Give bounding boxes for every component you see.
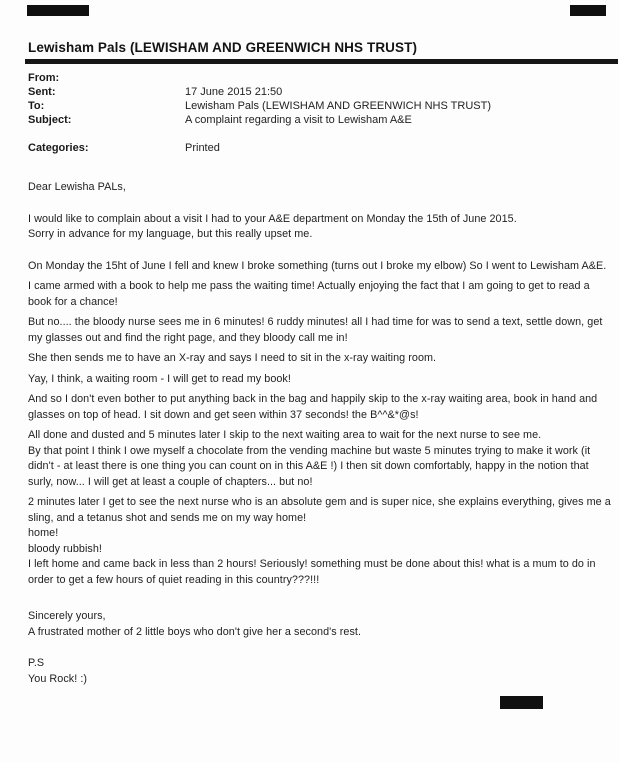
body-line-signoff: Sincerely yours,	[28, 610, 106, 622]
header-row-to	[28, 99, 612, 113]
redaction-box-top-left	[27, 5, 89, 16]
subject-value: A complaint regarding a visit to Lewisham A&E	[185, 114, 412, 126]
body-line-ps: P.S	[28, 657, 45, 669]
body-line: I would like to complain about a visit I had to your A&E department on Monday the 15th of June 2015.	[28, 212, 517, 225]
body-line: order to get a few hours of quiet reading in this country???!!!	[28, 573, 320, 586]
email-account-title: Lewisham Pals (LEWISHAM AND GREENWICH NHS TRUST)	[25, 40, 618, 64]
sent-value: 17 June 2015 21:50	[185, 86, 283, 98]
header-row-sent	[28, 85, 612, 99]
body-line-signature: A frustrated mother of 2 little boys who don't give her a second's rest.	[28, 625, 361, 638]
body-line: surly, now... I will get at least a couple of chapters... but no!	[28, 475, 313, 488]
categories-value: Printed	[185, 142, 220, 154]
body-line: I left home and came back in less than 2 hours! Seriously! something must be done about this! what is a mum to do in	[28, 558, 596, 570]
body-line: I came armed with a book to help me pass the waiting time! Actually enjoying the fact that I am going to get to read a	[28, 280, 590, 292]
body-line: On Monday the 15ht of June I fell and knew I broke something (turns out I broke my elbow) So I went to Lewisham A&E.	[28, 259, 607, 272]
body-line-ps-text: You Rock! :)	[28, 672, 88, 685]
categories-label: Categories:	[28, 142, 89, 154]
body-line: sling, and a tetanus shot and sends me on my way home!	[28, 511, 307, 524]
body-line: bloody rubbish!	[28, 542, 102, 555]
header-row-categories	[28, 141, 612, 155]
body-line: 2 minutes later I get to see the next nurse who is an absolute gem and is super nice, she explains everything, gives me a	[28, 496, 611, 508]
body-line: glasses on top of head. I sit down and get seen within 37 seconds! the B^^&*@s!	[28, 408, 419, 421]
body-line: Yay, I think, a waiting room - I will get to read my book!	[28, 372, 291, 385]
email-body	[28, 180, 612, 687]
header-row-subject	[28, 113, 612, 127]
body-line-salutation: Dear Lewisha PALs,	[28, 181, 126, 193]
to-label: To:	[28, 100, 45, 112]
body-line: home!	[28, 527, 59, 539]
body-line: By that point I think I owe myself a chocolate from the vending machine but waste 5 minutes trying to make it work (it	[28, 444, 591, 457]
redaction-box-top-right	[570, 5, 606, 16]
to-value: Lewisham Pals (LEWISHAM AND GREENWICH NHS TRUST)	[185, 100, 492, 112]
body-line: She then sends me to have an X-ray and says I need to sit in the x-ray waiting room.	[28, 352, 437, 364]
sent-label: Sent:	[28, 86, 56, 98]
body-line: Sorry in advance for my language, but this really upset me.	[28, 228, 313, 240]
from-label: From:	[28, 72, 60, 84]
email-header-block	[28, 71, 612, 155]
subject-label: Subject:	[28, 114, 72, 126]
body-line: my glasses out and find the right page, and they bloody call me in!	[28, 331, 348, 344]
body-line: didn't - at least there is one thing you can count on in this A&E !) I then sit down comfortably, happy in the notion that	[28, 460, 589, 472]
body-line: But no.... the bloody nurse sees me in 6 minutes! 6 ruddy minutes! all I had time for was to send a text, settle down, get	[28, 316, 603, 328]
body-line: book for a chance!	[28, 295, 118, 308]
header-row-from	[28, 71, 612, 85]
body-line: And so I don't even bother to put anything back in the bag and happily skip to the x-ray waiting area, book in hand and	[28, 393, 598, 405]
redaction-box-bottom-right	[500, 696, 543, 709]
body-line: All done and dusted and 5 minutes later I skip to the next waiting area to wait for the next nurse to see me.	[28, 429, 542, 441]
